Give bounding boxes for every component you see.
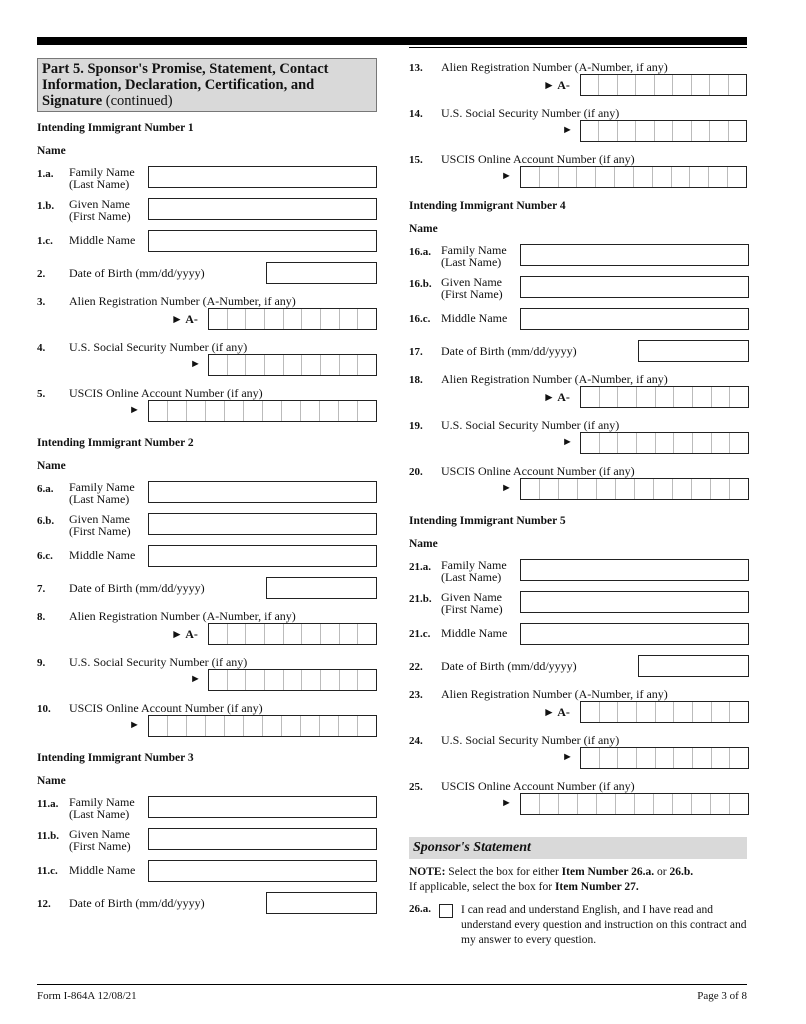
- imm1-heading: Intending Immigrant Number 1: [37, 122, 194, 134]
- imm5-middle-label: Middle Name: [441, 626, 508, 640]
- imm4-middle-name-field[interactable]: [520, 308, 749, 330]
- imm3-middle-number: 11.c.: [37, 865, 58, 877]
- imm2-given-label-2: (First Name): [69, 524, 131, 538]
- imm2-ssn-field[interactable]: [208, 669, 377, 691]
- imm2-given-name-field[interactable]: [148, 513, 377, 535]
- imm5-given-label-1: Given Name: [441, 590, 502, 604]
- imm1-anum-label: Alien Registration Number (A-Number, if any): [69, 294, 296, 308]
- sponsor-statement-heading: Sponsor's Statement: [409, 837, 747, 859]
- imm2-uscis-label: USCIS Online Account Number (if any): [69, 701, 263, 715]
- imm4-middle-label: Middle Name: [441, 311, 508, 325]
- imm1-dob-field[interactable]: [266, 262, 377, 284]
- imm3-uscis-number: 15.: [409, 154, 423, 166]
- imm3-family-number: 11.a.: [37, 798, 59, 810]
- imm1-ssn-arrow-icon: ►: [190, 358, 201, 370]
- imm2-anum-label: Alien Registration Number (A-Number, if any): [69, 609, 296, 623]
- imm3-given-label-2: (First Name): [69, 839, 131, 853]
- imm1-middle-label: Middle Name: [69, 233, 136, 247]
- imm3-uscis-label: USCIS Online Account Number (if any): [441, 152, 635, 166]
- note-item-b: 26.b.: [669, 866, 694, 878]
- imm2-uscis-field[interactable]: [148, 715, 377, 737]
- imm3-heading: Intending Immigrant Number 3: [37, 752, 194, 764]
- imm5-heading: Intending Immigrant Number 5: [409, 515, 566, 527]
- imm1-a-prefix: ► A-: [171, 312, 198, 326]
- imm5-family-label-1: Family Name: [441, 558, 507, 572]
- imm2-middle-label: Middle Name: [69, 548, 136, 562]
- imm1-middle-number: 1.c.: [37, 235, 53, 247]
- imm3-family-label-2: (Last Name): [69, 807, 130, 821]
- imm2-uscis-arrow-icon: ►: [129, 719, 140, 731]
- imm4-given-label-2: (First Name): [441, 287, 503, 301]
- imm4-uscis-label: USCIS Online Account Number (if any): [441, 464, 635, 478]
- imm1-ssn-label: U.S. Social Security Number (if any): [69, 340, 248, 354]
- imm3-ssn-arrow-icon: ►: [562, 124, 573, 136]
- imm1-given-label-2: (First Name): [69, 209, 131, 223]
- imm2-family-name-field[interactable]: [148, 481, 377, 503]
- item-26a-text: I can read and understand English, and I have read and understand every question and instruction on this contract and my answer to every question.: [461, 904, 747, 946]
- imm2-anum-field[interactable]: [208, 623, 377, 645]
- imm4-uscis-number: 20.: [409, 466, 423, 478]
- note-text-2: If applicable, select the box for: [409, 881, 555, 893]
- note-text-1: Select the box for either: [445, 866, 562, 878]
- imm5-dob-label: Date of Birth (mm/dd/yyyy): [441, 659, 577, 673]
- imm5-uscis-number: 25.: [409, 781, 423, 793]
- footer-page-number: Page 3 of 8: [697, 990, 747, 1002]
- imm5-uscis-field[interactable]: [520, 793, 749, 815]
- imm1-family-number: 1.a.: [37, 168, 54, 180]
- imm4-dob-field[interactable]: [638, 340, 749, 362]
- imm1-dob-number: 2.: [37, 268, 46, 280]
- imm4-uscis-arrow-icon: ►: [501, 482, 512, 494]
- imm5-family-name-field[interactable]: [520, 559, 749, 581]
- imm2-dob-label: Date of Birth (mm/dd/yyyy): [69, 581, 205, 595]
- imm1-middle-name-field[interactable]: [148, 230, 377, 252]
- imm1-family-label-2: (Last Name): [69, 177, 130, 191]
- imm2-name-label: Name: [37, 460, 66, 472]
- imm4-anum-field[interactable]: [580, 386, 749, 408]
- imm3-given-label-1: Given Name: [69, 827, 130, 841]
- imm4-ssn-field[interactable]: [580, 432, 749, 454]
- imm1-uscis-label: USCIS Online Account Number (if any): [69, 386, 263, 400]
- imm1-anum-field[interactable]: [208, 308, 377, 330]
- imm2-anum-number: 8.: [37, 611, 46, 623]
- part-continued: (continued): [105, 93, 173, 109]
- imm2-family-number: 6.a.: [37, 483, 54, 495]
- imm4-given-name-field[interactable]: [520, 276, 749, 298]
- imm4-uscis-field[interactable]: [520, 478, 749, 500]
- imm4-ssn-number: 19.: [409, 420, 423, 432]
- imm4-family-label-1: Family Name: [441, 243, 507, 257]
- imm2-dob-number: 7.: [37, 583, 46, 595]
- imm1-family-name-field[interactable]: [148, 166, 377, 188]
- footer-form-id: Form I-864A 12/08/21: [37, 990, 137, 1002]
- imm1-ssn-field[interactable]: [208, 354, 377, 376]
- imm3-ssn-label: U.S. Social Security Number (if any): [441, 106, 620, 120]
- imm5-given-number: 21.b.: [409, 593, 432, 605]
- item-26a: [409, 903, 747, 963]
- imm2-given-label-1: Given Name: [69, 512, 130, 526]
- imm5-family-label-2: (Last Name): [441, 570, 502, 584]
- imm4-given-number: 16.b.: [409, 278, 432, 290]
- imm3-a-prefix: ► A-: [543, 78, 570, 92]
- imm2-dob-field[interactable]: [266, 577, 377, 599]
- imm5-given-name-field[interactable]: [520, 591, 749, 613]
- imm5-ssn-number: 24.: [409, 735, 423, 747]
- imm5-dob-field[interactable]: [638, 655, 749, 677]
- imm2-ssn-number: 9.: [37, 657, 46, 669]
- imm1-dob-label: Date of Birth (mm/dd/yyyy): [69, 266, 205, 280]
- imm5-middle-number: 21.c.: [409, 628, 431, 640]
- imm3-family-name-field[interactable]: [148, 796, 377, 818]
- imm5-family-number: 21.a.: [409, 561, 431, 573]
- note-or: or: [654, 866, 670, 878]
- imm4-family-number: 16.a.: [409, 246, 431, 258]
- sponsor-statement-section: [409, 837, 747, 963]
- imm3-anum-label: Alien Registration Number (A-Number, if any): [441, 60, 668, 74]
- imm1-given-name-field[interactable]: [148, 198, 377, 220]
- imm3-dob-field[interactable]: [266, 892, 377, 914]
- imm5-uscis-label: USCIS Online Account Number (if any): [441, 779, 635, 793]
- imm2-middle-number: 6.c.: [37, 550, 53, 562]
- imm2-given-number: 6.b.: [37, 515, 55, 527]
- imm5-uscis-arrow-icon: ►: [501, 797, 512, 809]
- imm4-family-label-2: (Last Name): [441, 255, 502, 269]
- statement-note: [409, 865, 747, 895]
- imm5-ssn-arrow-icon: ►: [562, 751, 573, 763]
- imm3-uscis-field[interactable]: [520, 166, 747, 188]
- imm2-middle-name-field[interactable]: [148, 545, 377, 567]
- imm3-middle-name-field[interactable]: [148, 860, 377, 882]
- imm2-heading: Intending Immigrant Number 2: [37, 437, 194, 449]
- imm2-ssn-label: U.S. Social Security Number (if any): [69, 655, 248, 669]
- imm1-given-label-1: Given Name: [69, 197, 130, 211]
- imm4-anum-number: 18.: [409, 374, 423, 386]
- imm4-heading: Intending Immigrant Number 4: [409, 200, 566, 212]
- footer-rule: [37, 984, 747, 985]
- imm3-ssn-number: 14.: [409, 108, 423, 120]
- part-title: Part 5. Sponsor's Promise, Statement, Contact Information, Declaration, Certification, and Signature: [42, 61, 329, 109]
- imm5-anum-number: 23.: [409, 689, 423, 701]
- imm1-uscis-field[interactable]: [148, 400, 377, 422]
- imm3-anum-field[interactable]: [580, 74, 747, 96]
- imm5-ssn-field[interactable]: [580, 747, 749, 769]
- imm3-name-label: Name: [37, 775, 66, 787]
- imm5-given-label-2: (First Name): [441, 602, 503, 616]
- imm5-name-label: Name: [409, 538, 438, 550]
- imm4-name-label: Name: [409, 223, 438, 235]
- imm5-anum-label: Alien Registration Number (A-Number, if any): [441, 687, 668, 701]
- imm5-middle-name-field[interactable]: [520, 623, 749, 645]
- imm4-given-label-1: Given Name: [441, 275, 502, 289]
- imm4-middle-number: 16.c.: [409, 313, 431, 325]
- note-item-27: Item Number 27.: [554, 881, 639, 893]
- imm5-dob-number: 22.: [409, 661, 423, 673]
- imm1-given-number: 1.b.: [37, 200, 55, 212]
- imm5-ssn-label: U.S. Social Security Number (if any): [441, 733, 620, 747]
- imm1-uscis-number: 5.: [37, 388, 46, 400]
- imm3-ssn-field[interactable]: [580, 120, 747, 142]
- imm2-ssn-arrow-icon: ►: [190, 673, 201, 685]
- top-rule: [37, 37, 747, 45]
- imm4-a-prefix: ► A-: [543, 390, 570, 404]
- imm2-family-label-1: Family Name: [69, 480, 135, 494]
- note-item-a: Item Number 26.a.: [561, 866, 655, 878]
- top-thin-rule: [409, 47, 747, 48]
- imm4-family-name-field[interactable]: [520, 244, 749, 266]
- item-26a-number: 26.a.: [409, 903, 431, 915]
- imm3-family-label-1: Family Name: [69, 795, 135, 809]
- imm1-anum-number: 3.: [37, 296, 46, 308]
- imm3-given-name-field[interactable]: [148, 828, 377, 850]
- imm4-anum-label: Alien Registration Number (A-Number, if any): [441, 372, 668, 386]
- imm1-name-label: Name: [37, 145, 66, 157]
- imm5-a-prefix: ► A-: [543, 705, 570, 719]
- note-label: NOTE:: [409, 866, 446, 878]
- imm2-uscis-number: 10.: [37, 703, 51, 715]
- imm4-ssn-arrow-icon: ►: [562, 436, 573, 448]
- imm2-a-prefix: ► A-: [171, 627, 198, 641]
- imm4-dob-label: Date of Birth (mm/dd/yyyy): [441, 344, 577, 358]
- imm4-ssn-label: U.S. Social Security Number (if any): [441, 418, 620, 432]
- imm1-family-label-1: Family Name: [69, 165, 135, 179]
- item-26a-checkbox[interactable]: [439, 904, 453, 918]
- imm3-dob-number: 12.: [37, 898, 51, 910]
- part-heading: [37, 58, 377, 112]
- imm4-dob-number: 17.: [409, 346, 423, 358]
- imm5-anum-field[interactable]: [580, 701, 749, 723]
- left-column: [37, 58, 377, 116]
- imm3-middle-label: Middle Name: [69, 863, 136, 877]
- imm3-dob-label: Date of Birth (mm/dd/yyyy): [69, 896, 205, 910]
- imm2-family-label-2: (Last Name): [69, 492, 130, 506]
- imm3-given-number: 11.b.: [37, 830, 60, 842]
- imm3-anum-number: 13.: [409, 62, 423, 74]
- imm3-uscis-arrow-icon: ►: [501, 170, 512, 182]
- imm1-uscis-arrow-icon: ►: [129, 404, 140, 416]
- imm1-ssn-number: 4.: [37, 342, 46, 354]
